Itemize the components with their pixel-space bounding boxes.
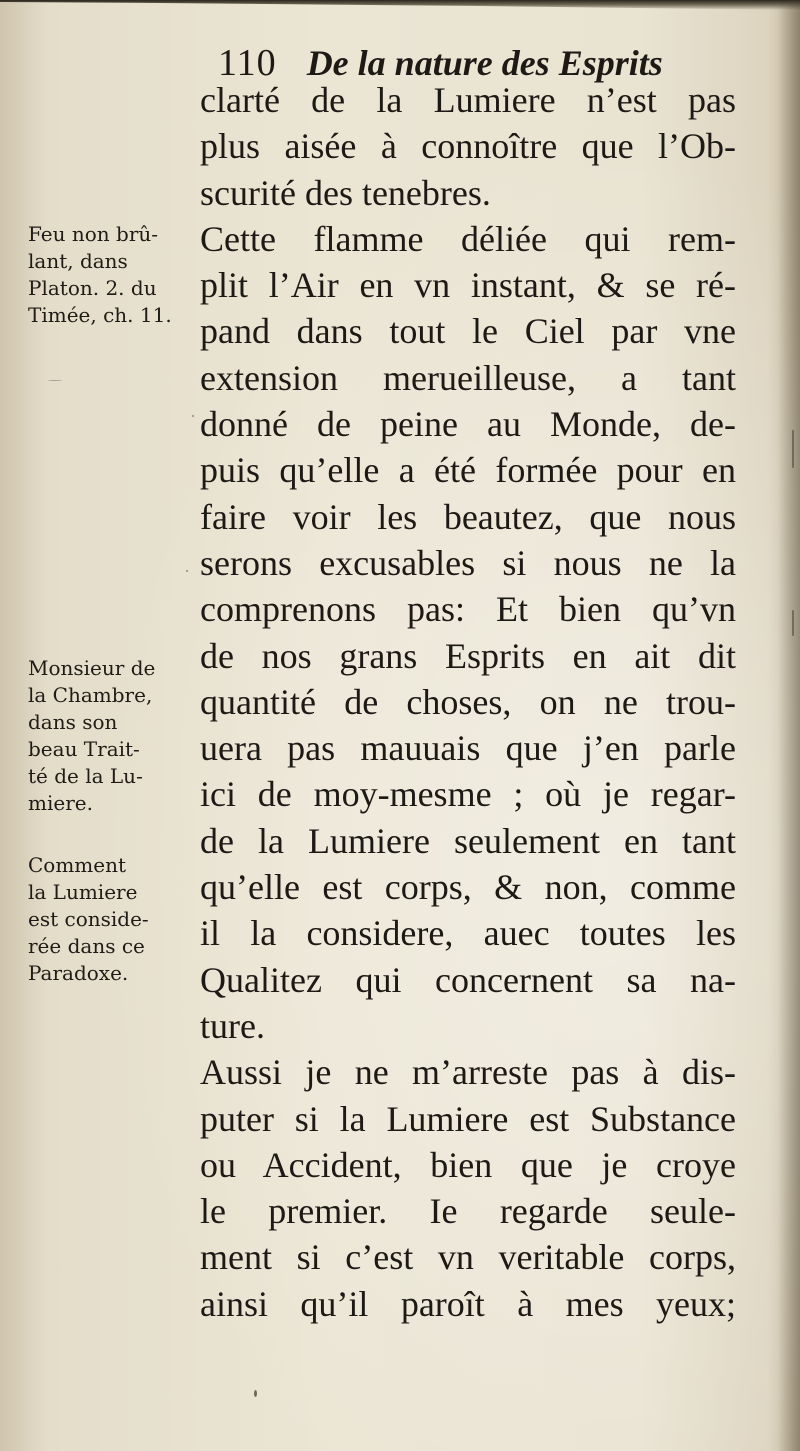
- text-line: de nos grans Esprits en ait dit: [200, 635, 736, 676]
- marginal-note-line: est conside-: [28, 907, 149, 931]
- marginal-note-line: dans son: [28, 710, 118, 734]
- text-line: pand dans tout le Ciel par vne: [200, 311, 736, 352]
- ink-speck: [192, 415, 194, 417]
- marginal-note: [28, 655, 213, 817]
- marginal-note-line: la Chambre,: [28, 683, 153, 707]
- text-line: ou Accident, bien que je croye: [200, 1144, 736, 1185]
- marginal-note-line: té de la Lu-: [28, 764, 143, 788]
- text-line: plit l’Air en vn instant, & se ré-: [200, 265, 736, 306]
- text-line: ainsi qu’il paroît à mes yeux;: [200, 1283, 736, 1324]
- text-line: quantité de choses, on ne trou-: [200, 681, 736, 722]
- text-line: il la considere, auec toutes les: [200, 913, 736, 954]
- marginal-note-line: Monsieur de: [28, 656, 156, 680]
- text-line: serons excusables si nous ne la: [200, 542, 736, 583]
- text-line: faire voir les beautez, que nous: [200, 496, 736, 537]
- text-line: Cette flamme déliée qui rem-: [200, 218, 736, 259]
- marginal-note-line: miere.: [28, 791, 93, 815]
- text-line: plus aisée à connoître que l’Ob-: [200, 126, 736, 167]
- text-line: qu’elle est corps, & non, comme: [200, 867, 736, 908]
- marginal-note-line: Comment: [28, 853, 127, 877]
- text-line: ici de moy-mesme ; où je regar-: [200, 774, 736, 815]
- main-text-column: [200, 77, 736, 1327]
- text-line: scurité des tenebres.: [200, 172, 491, 213]
- text-line: extension merueilleuse, a tant: [200, 357, 736, 398]
- marginal-note-line: rée dans ce: [28, 934, 145, 958]
- ink-speck: [186, 570, 188, 572]
- ink-speck: [792, 430, 794, 468]
- page-number: 110: [218, 42, 277, 84]
- marginal-note-line: Paradoxe.: [28, 961, 129, 985]
- text-line: comprenons pas: Et bien qu’vn: [200, 589, 736, 630]
- text-line: donné de peine au Monde, de-: [200, 404, 736, 445]
- page-gutter-shadow: [778, 0, 800, 1451]
- ink-speck: [792, 610, 794, 636]
- marginal-note-line: beau Trait-: [28, 737, 140, 761]
- running-title: De la nature des Esprits: [306, 43, 663, 83]
- ink-speck: [48, 380, 62, 381]
- text-line: Qualitez qui concernent sa na-: [200, 959, 736, 1000]
- marginal-note-line: Feu non brû-: [28, 222, 159, 246]
- marginal-note-line: Platon. 2. du: [28, 276, 157, 300]
- marginal-note: [28, 221, 213, 329]
- text-line: uera pas mauuais que j’en parle: [200, 728, 736, 769]
- text-line: puis qu’elle a été formée pour en: [200, 450, 736, 491]
- scan-top-edge: [0, 0, 800, 10]
- marginal-note-line: Timée, ch. 11.: [28, 303, 172, 327]
- text-line: ment si c’est vn veritable corps,: [200, 1237, 736, 1278]
- marginal-note: [28, 852, 213, 987]
- text-line: puter si la Lumiere est Substance: [200, 1098, 736, 1139]
- ink-speck: [254, 1390, 257, 1397]
- marginal-note-line: lant, dans: [28, 249, 128, 273]
- marginal-note-line: la Lumiere: [28, 880, 138, 904]
- text-line: le premier. Ie regarde seule-: [200, 1191, 736, 1232]
- text-line: de la Lumiere seulement en tant: [200, 820, 736, 861]
- text-line: clarté de la Lumiere n’est pas: [200, 80, 736, 120]
- text-line: ture.: [200, 1005, 265, 1046]
- text-line: Aussi je ne m’arreste pas à dis-: [200, 1052, 736, 1093]
